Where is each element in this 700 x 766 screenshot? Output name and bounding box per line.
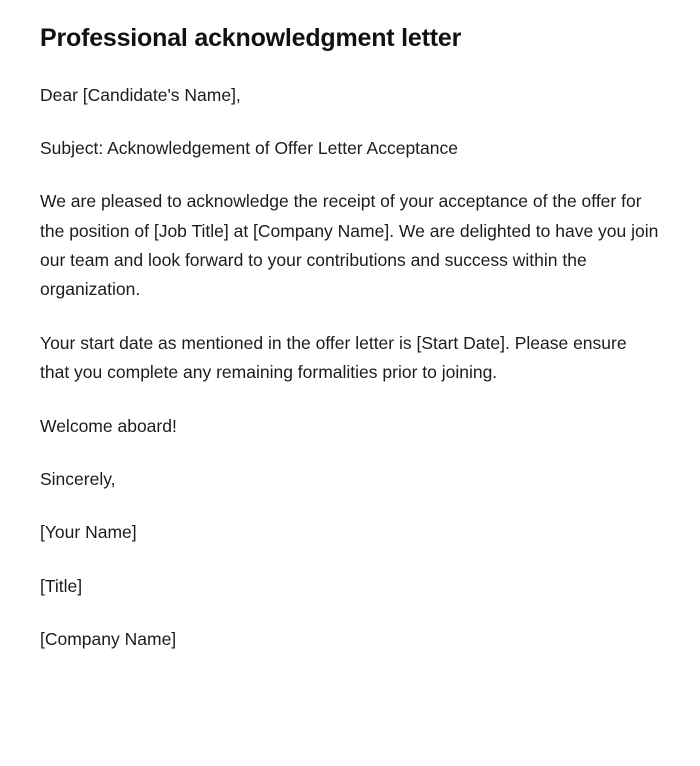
body-paragraph-2: Your start date as mentioned in the offer letter is [Start Date]. Please ensure that you complete any remaining formalities prior to joining. (40, 332, 627, 383)
signature-company: [Company Name] (40, 629, 177, 650)
closing-paragraph: Sincerely, (40, 469, 116, 490)
body-paragraph-1: We are pleased to acknowledge the receipt of your acceptance of the offer for the position of [Job Title] at [Company Name]. We are delighted to have you join our team and look forward to your contributions and success within the organization. (40, 191, 659, 300)
signature-name: [Your Name] (40, 522, 137, 543)
salutation-paragraph: Dear [Candidate's Name], (40, 84, 241, 105)
subject-paragraph: Subject: Acknowledgement of Offer Letter Acceptance (40, 137, 458, 158)
welcome-paragraph: Welcome aboard! (40, 415, 177, 436)
signature-title: [Title] (40, 575, 83, 596)
page-title: Professional acknowledgment letter (40, 24, 462, 52)
